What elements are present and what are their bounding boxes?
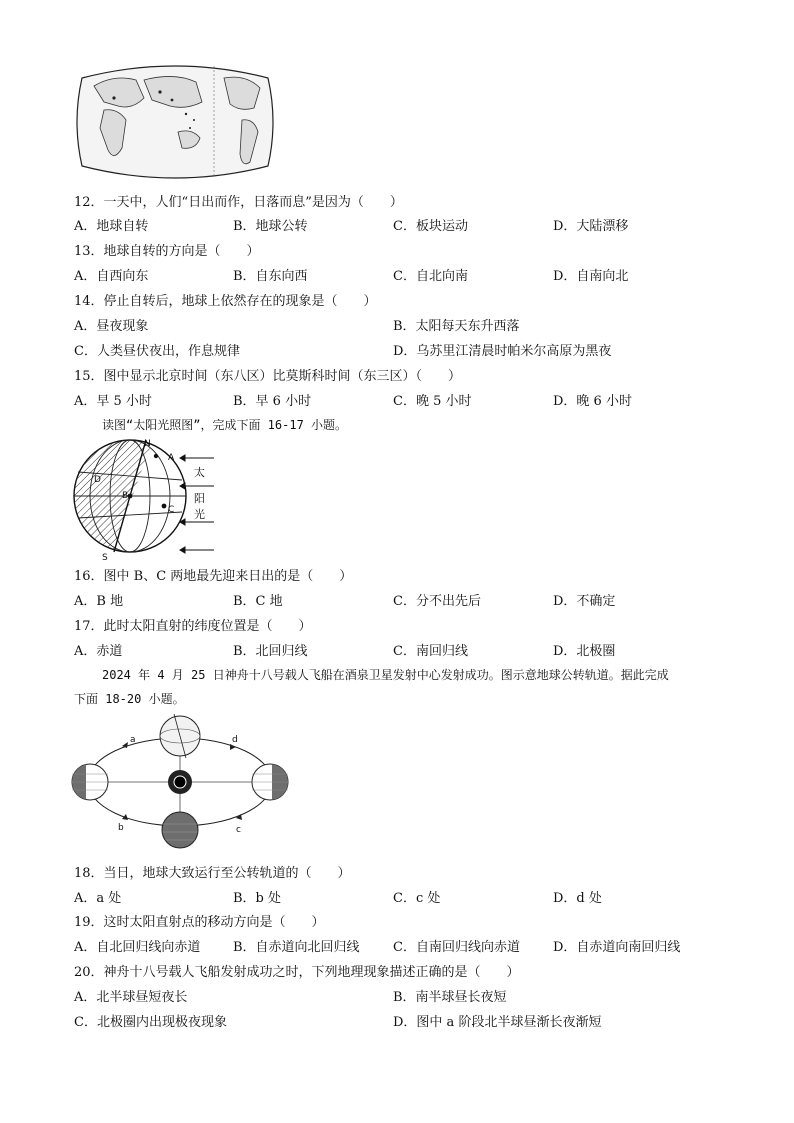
question-18-stem: 18．当日，地球大致运行至公转轨道的（ ） <box>74 866 351 881</box>
orbit-label-c: c <box>236 825 241 835</box>
sunlight-label-c: C <box>168 505 175 515</box>
sunlight-label-s: S <box>102 553 108 562</box>
q15-option-d[interactable]: D．晚 6 小时 <box>553 394 632 409</box>
q13-option-d[interactable]: D．自南向北 <box>553 269 629 284</box>
q12-option-d[interactable]: D．大陆漂移 <box>553 219 629 234</box>
question-12-stem: 12．一天中，人们“日出而作，日落而息”是因为（ ） <box>74 195 403 210</box>
question-17-stem: 17．此时太阳直射的纬度位置是（ ） <box>74 619 312 634</box>
sunlight-figure <box>70 436 216 562</box>
q20-option-d[interactable]: D．图中 a 阶段北半球昼渐长夜渐短 <box>393 1015 602 1030</box>
orbit-figure <box>70 712 292 852</box>
q16-option-a[interactable]: A．B 地 <box>74 594 124 609</box>
q19-option-d[interactable]: D．自赤道向南回归线 <box>553 940 681 955</box>
world-map-figure <box>74 58 276 186</box>
sunlight-label-a: A <box>168 453 175 463</box>
q20-option-a[interactable]: A．北半球昼短夜长 <box>74 990 188 1005</box>
question-20-stem: 20．神舟十八号载人飞船发射成功之时，下列地理现象描述正确的是（ ） <box>74 965 520 980</box>
orbit-label-b: b <box>118 823 124 833</box>
q18-option-d[interactable]: D．d 处 <box>553 891 602 906</box>
orbit-label-d: d <box>232 735 238 745</box>
q15-option-a[interactable]: A．早 5 小时 <box>74 394 152 409</box>
q17-option-a[interactable]: A．赤道 <box>74 644 123 659</box>
q13-option-c[interactable]: C．自北向南 <box>393 269 468 284</box>
q19-option-a[interactable]: A．自北回归线向赤道 <box>74 940 201 955</box>
q15-option-b[interactable]: B．早 6 小时 <box>233 394 312 409</box>
q16-option-d[interactable]: D．不确定 <box>553 594 616 609</box>
question-15-stem: 15．图中显示北京时间（东八区）比莫斯科时间（东三区）（ ） <box>74 369 462 384</box>
q15-option-c[interactable]: C．晚 5 小时 <box>393 394 472 409</box>
q14-option-a[interactable]: A．昼夜现象 <box>74 319 149 334</box>
q19-option-c[interactable]: C．自南回归线向赤道 <box>393 940 520 955</box>
q17-option-b[interactable]: B．北回归线 <box>233 644 308 659</box>
q14-option-c[interactable]: C．人类昼伏夜出，作息规律 <box>74 344 240 359</box>
sun-text-1: 太 <box>194 466 205 479</box>
sunlight-label-b: B <box>122 491 129 501</box>
q12-option-a[interactable]: A．地球自转 <box>74 219 149 234</box>
sunlight-label-n: N <box>144 439 151 449</box>
q13-option-a[interactable]: A．自西向东 <box>74 269 149 284</box>
q18-option-a[interactable]: A．a 处 <box>74 891 122 906</box>
q14-option-d[interactable]: D．乌苏里江清晨时帕米尔高原为黑夜 <box>393 344 612 359</box>
sunlight-label-d: D <box>94 475 101 485</box>
q16-option-b[interactable]: B．C 地 <box>233 594 283 609</box>
q20-option-c[interactable]: C．北极圈内出现极夜现象 <box>74 1015 227 1030</box>
q19-option-b[interactable]: B．自赤道向北回归线 <box>233 940 360 955</box>
question-14-stem: 14．停止自转后，地球上依然存在的现象是（ ） <box>74 294 377 309</box>
intro-shenzhou-line2: 下面 18-20 小题。 <box>74 692 185 706</box>
intro-shenzhou-line1: 2024 年 4 月 25 日神舟十八号载人飞船在酒泉卫星发射中心发射成功。图示意地球公转轨道。据此完成 <box>102 668 669 682</box>
question-16-stem: 16．图中 B、C 两地最先迎来日出的是（ ） <box>74 569 353 584</box>
q18-option-b[interactable]: B．b 处 <box>233 891 282 906</box>
orbit-label-a: a <box>130 735 136 745</box>
q16-option-c[interactable]: C．分不出先后 <box>393 594 481 609</box>
q20-option-b[interactable]: B．南半球昼长夜短 <box>393 990 507 1005</box>
sun-text-3: 光 <box>194 508 205 521</box>
intro-sunlight: 读图“太阳光照图”，完成下面 16-17 小题。 <box>102 418 348 432</box>
q14-option-b[interactable]: B．太阳每天东升西落 <box>393 319 520 334</box>
q17-option-d[interactable]: D．北极圈 <box>553 644 616 659</box>
question-13-stem: 13．地球自转的方向是（ ） <box>74 244 260 259</box>
q18-option-c[interactable]: C．c 处 <box>393 891 441 906</box>
q12-option-b[interactable]: B．地球公转 <box>233 219 308 234</box>
question-19-stem: 19．这时太阳直射点的移动方向是（ ） <box>74 915 325 930</box>
sun-text-2: 阳 <box>194 492 205 505</box>
q12-option-c[interactable]: C．板块运动 <box>393 219 468 234</box>
q17-option-c[interactable]: C．南回归线 <box>393 644 468 659</box>
q13-option-b[interactable]: B．自东向西 <box>233 269 308 284</box>
